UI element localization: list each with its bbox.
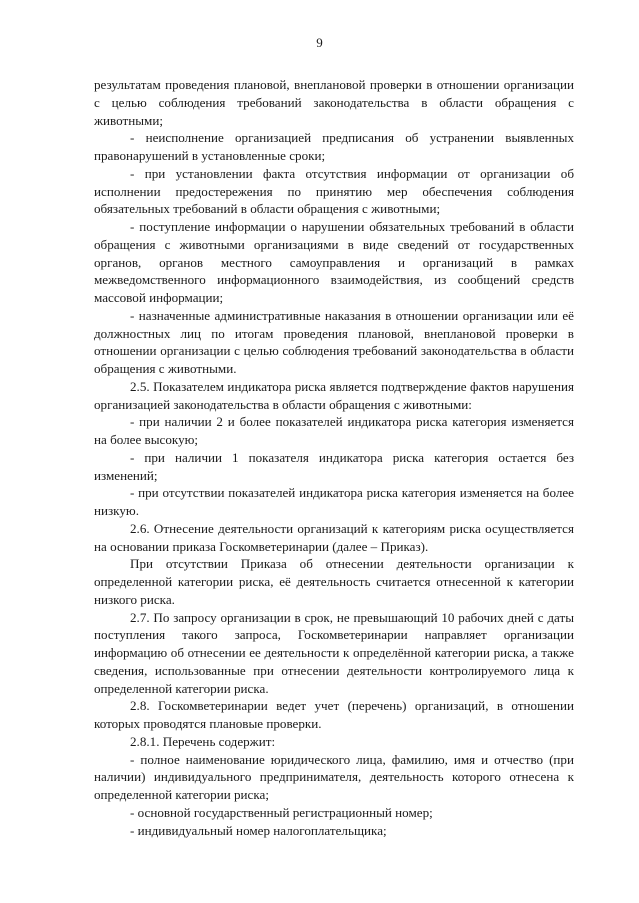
paragraph-continuation: результатам проведения плановой, внеплановой проверки в отношении организации с целью соблюдения требований законодательства в области обращения с животными; <box>94 77 574 128</box>
list-item-no-information: - при установлении факта отсутствия информации от организации об исполнении предостережения по принятию мер обеспечения соблюдения обязательных требований в области обращения с животными; <box>94 165 574 217</box>
list-item-no-indicators: - при отсутствии показателей индикатора риска категория изменяется на более низкую. <box>94 485 574 518</box>
document-body <box>94 76 574 839</box>
list-item-failure-to-comply: - неисполнение организацией предписания об устранении выявленных правонарушений в установленные сроки; <box>94 130 574 163</box>
list-item-ogrn: - основной государственный регистрационный номер; <box>130 804 433 820</box>
clause-2-5: 2.5. Показателем индикатора риска является подтверждение фактов нарушения организацией законодательства в области обращения с животными: <box>94 378 574 412</box>
clause-2-8-1: 2.8.1. Перечень содержит: <box>130 733 276 749</box>
list-item-administrative-penalties: - назначенные административные наказания в отношении организации или её должностных лиц по итогам проведения плановой, внеплановой проверки в отношении организации с целью соблюдения требований законодательства в области обращения с животными. <box>94 307 574 376</box>
page-number: 9 <box>316 35 323 50</box>
list-item-one-indicator: - при наличии 1 показателя индикатора риска категория остается без изменений; <box>94 449 574 483</box>
clause-2-6: 2.6. Отнесение деятельности организаций к категориям риска осуществляется на основании приказа Госкомветеринарии (далее – Приказ). <box>94 520 574 554</box>
paragraph-no-order: При отсутствии Приказа об отнесении деятельности организации к определенной категории риска, её деятельность считается отнесенной к категории низкого риска. <box>94 556 574 607</box>
clause-2-8: 2.8. Госкомветеринарии ведет учет (перечень) организаций, в отношении которых проводятся плановые проверки. <box>94 698 574 731</box>
list-item-inn: - индивидуальный номер налогоплательщика; <box>130 822 387 838</box>
list-item-two-or-more-indicators: - при наличии 2 и более показателей индикатора риска категория изменяется на более высокую; <box>94 414 574 447</box>
list-item-full-name: - полное наименование юридического лица, фамилию, имя и отчество (при наличии) индивидуального предпринимателя, деятельность которого отнесена к определенной категории риска; <box>94 751 574 802</box>
clause-2-7: 2.7. По запросу организации в срок, не превышающий 10 рабочих дней с даты поступления такого запроса, Госкомветеринарии направляет организации информацию об отнесении ее деятельности к определённой категории риска, а также сведения, использованные при отнесении деятельности контролируемого лица к определенной категории риска. <box>94 609 574 696</box>
list-item-violation-info: - поступление информации о нарушении обязательных требований в области обращения с животными организациями в виде сведений от государственных органов, органов местного самоуправления и организаций в рамках межведомственного информационного взаимодействия, из сообщений средств массовой информации; <box>94 219 574 305</box>
